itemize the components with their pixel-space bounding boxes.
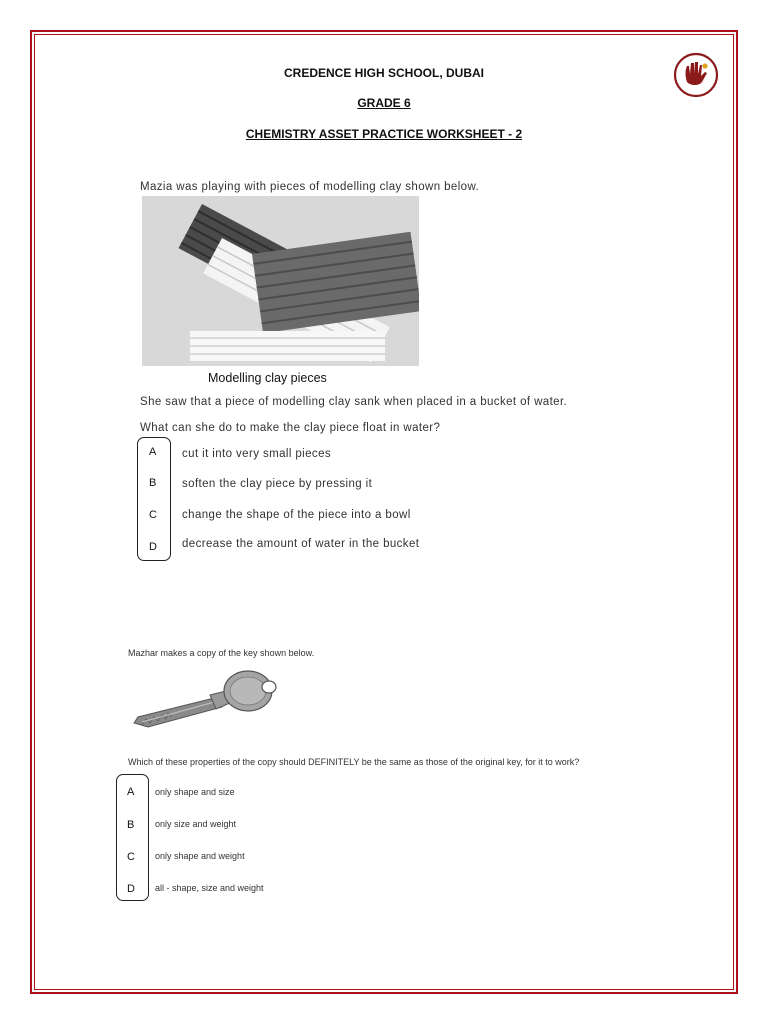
q1-option-d-letter: D xyxy=(149,541,157,553)
q1-option-b-letter: B xyxy=(149,477,157,489)
q1-option-b-text[interactable]: soften the clay piece by pressing it xyxy=(182,478,373,490)
q1-option-d-text[interactable]: decrease the amount of water in the bucket xyxy=(182,538,420,550)
school-name: CREDENCE HIGH SCHOOL, DUBAI xyxy=(283,66,484,80)
worksheet-title: CHEMISTRY ASSET PRACTICE WORKSHEET - 2 xyxy=(245,127,523,141)
clay-caption: Modelling clay pieces xyxy=(208,371,327,385)
q1-option-c-letter: C xyxy=(149,509,157,521)
grade-title: GRADE 6 xyxy=(357,96,411,110)
key-image xyxy=(128,665,288,735)
q1-intro: Mazia was playing with pieces of modelling clay shown below. xyxy=(140,181,480,193)
q1-observation: She saw that a piece of modelling clay sank when placed in a bucket of water. xyxy=(140,396,568,408)
modelling-clay-image xyxy=(142,196,419,366)
q2-option-d-letter: D xyxy=(127,883,135,895)
q2-option-c-letter: C xyxy=(127,851,135,863)
q1-prompt: What can she do to make the clay piece float in water? xyxy=(140,422,441,434)
q2-prompt: Which of these properties of the copy should DEFINITELY be the same as those of the original key, for it to work? xyxy=(128,757,580,767)
q1-option-a-letter: A xyxy=(149,446,157,458)
school-logo-icon xyxy=(673,52,719,98)
q1-option-a-text[interactable]: cut it into very small pieces xyxy=(182,448,332,460)
q2-option-a-letter: A xyxy=(127,786,135,798)
q2-option-b-letter: B xyxy=(127,819,135,831)
q2-option-b-text[interactable]: only size and weight xyxy=(155,819,237,829)
q2-option-c-text[interactable]: only shape and weight xyxy=(155,851,245,861)
q2-intro: Mazhar makes a copy of the key shown below. xyxy=(128,648,315,658)
q2-option-a-text[interactable]: only shape and size xyxy=(155,787,235,797)
q1-option-c-text[interactable]: change the shape of the piece into a bowl xyxy=(182,509,411,521)
q2-option-d-text[interactable]: all - shape, size and weight xyxy=(155,883,264,893)
